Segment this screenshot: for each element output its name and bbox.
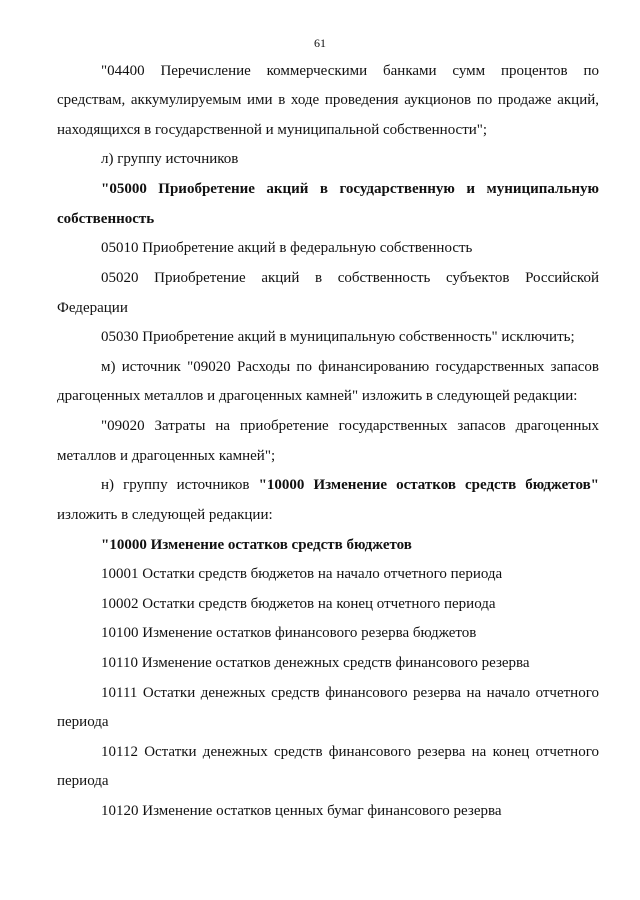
bold-group-name: "10000 Изменение остатков средств бюджетов"	[258, 477, 599, 493]
paragraph-line: 10002 Остатки средств бюджетов на конец отчетного периода	[101, 596, 496, 612]
paragraph-line: 10112 Остатки денежных средств финансового резерва на конец отчетного	[101, 744, 599, 760]
paragraph-line: 10001 Остатки средств бюджетов на начало отчетного периода	[101, 566, 503, 582]
paragraph-line: металлов и драгоценных камней";	[57, 448, 276, 464]
paragraph-line: периода	[57, 773, 109, 789]
paragraph-line: изложить в следующей редакции:	[57, 507, 273, 523]
source-group-heading: собственность	[57, 211, 155, 227]
paragraph-line: Федерации	[57, 300, 128, 316]
paragraph-line: м) источник "09020 Расходы по финансированию государственных запасов	[101, 359, 599, 375]
paragraph-line: 10111 Остатки денежных средств финансового резерва на начало отчетного	[101, 685, 599, 701]
paragraph-line: 05020 Приобретение акций в собственность субъектов Российской	[101, 270, 599, 286]
paragraph-line: 05010 Приобретение акций в федеральную собственность	[101, 240, 473, 256]
paragraph-line: 10110 Изменение остатков денежных средств финансового резерва	[101, 655, 530, 671]
page-number: 61	[314, 36, 326, 50]
paragraph-line: л) группу источников	[101, 151, 239, 167]
paragraph-line: 05030 Приобретение акций в муниципальную собственность" исключить;	[101, 329, 575, 345]
paragraph-line: находящихся в государственной и муниципальной собственности";	[57, 122, 488, 138]
paragraph-line: драгоценных металлов и драгоценных камней" изложить в следующей редакции:	[57, 388, 578, 404]
source-group-heading: "10000 Изменение остатков средств бюджетов	[101, 537, 412, 553]
paragraph-line: периода	[57, 714, 109, 730]
paragraph-line: "09020 Затраты на приобретение государственных запасов драгоценных	[101, 418, 599, 434]
source-group-heading: "05000 Приобретение акций в государственную и муниципальную	[101, 181, 599, 197]
line-text: н) группу источников	[101, 477, 259, 493]
paragraph-line: 10100 Изменение остатков финансового резерва бюджетов	[101, 625, 477, 641]
paragraph-line-mixed	[101, 476, 599, 494]
paragraph-line: 10120 Изменение остатков ценных бумаг финансового резерва	[101, 803, 502, 819]
paragraph-line: средствам, аккумулируемым ими в ходе проведения аукционов по продаже акций,	[57, 92, 599, 108]
paragraph-line: "04400 Перечисление коммерческими банками сумм процентов по	[101, 63, 599, 79]
